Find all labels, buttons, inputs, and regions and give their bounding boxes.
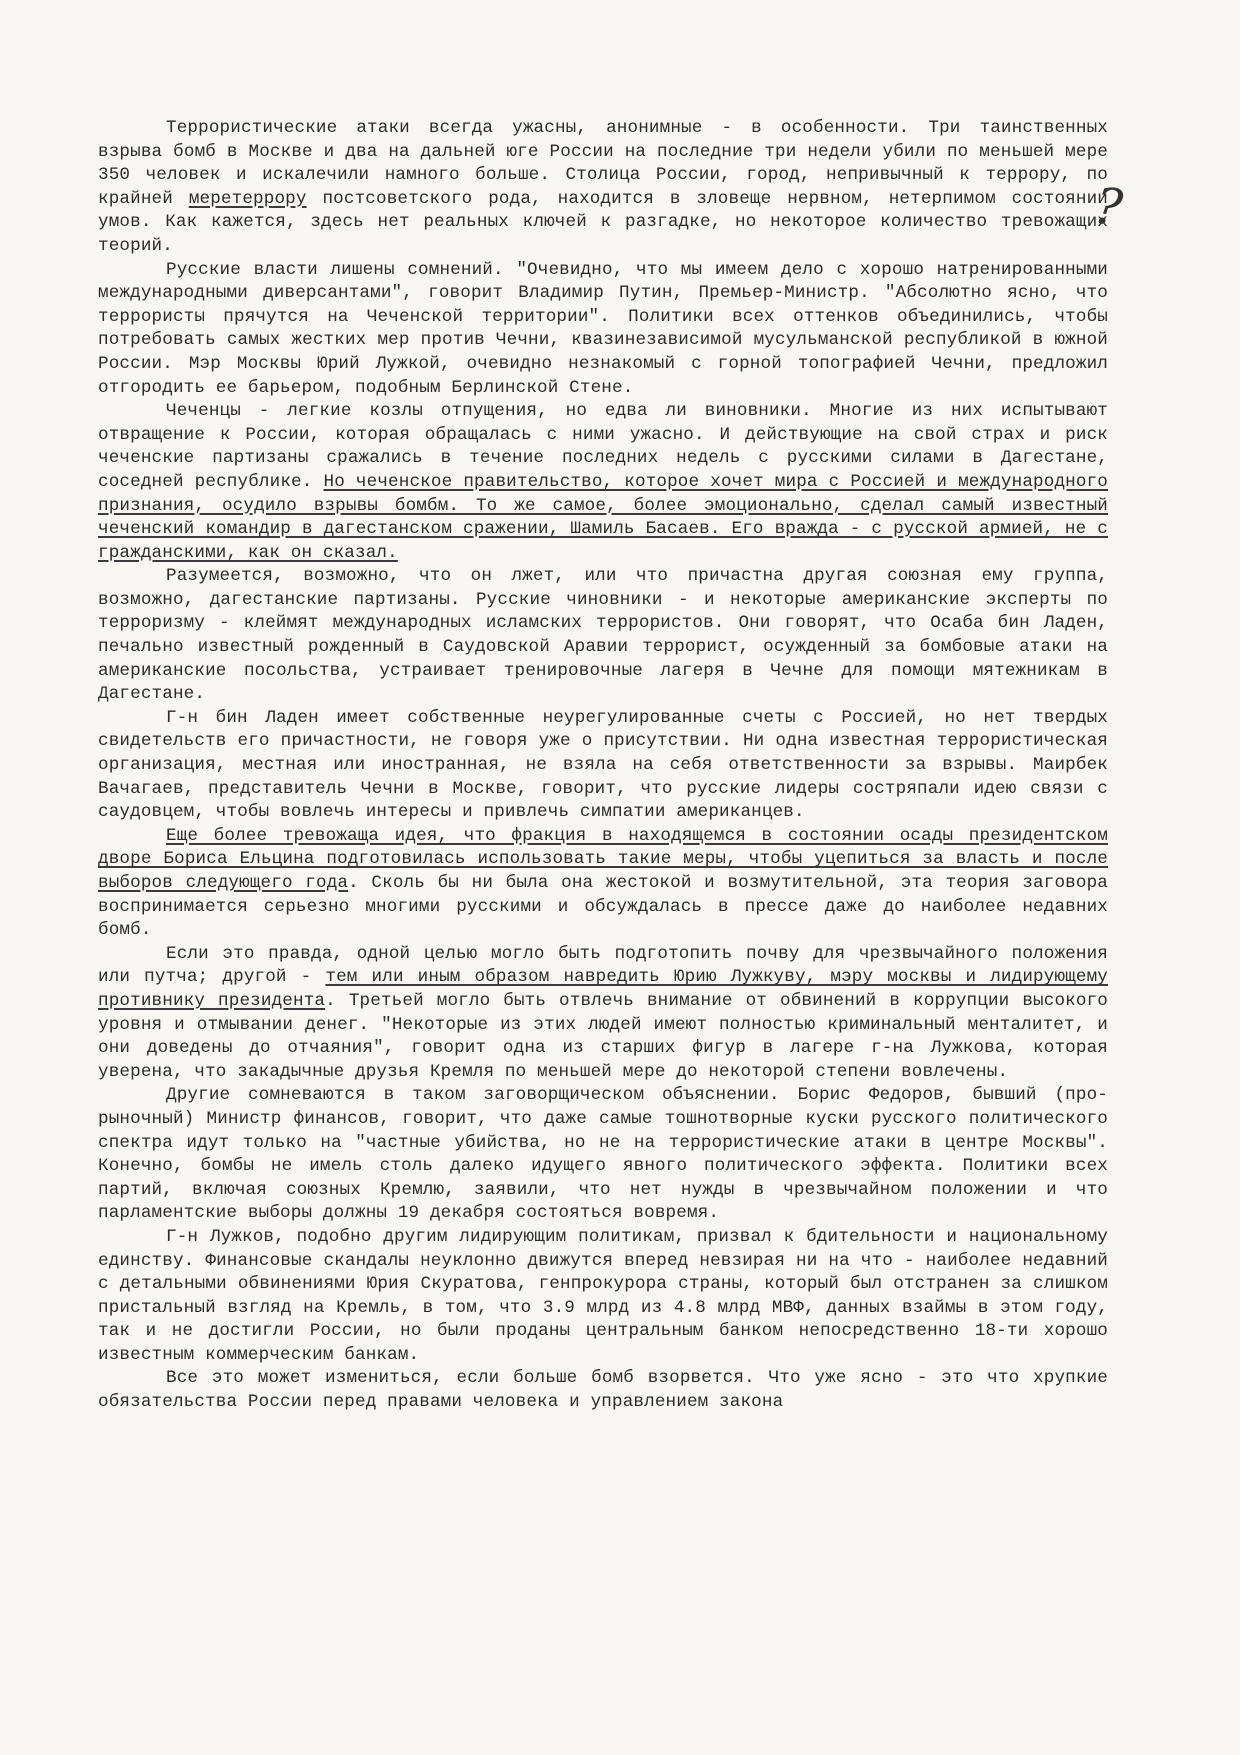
text-run: . Сколь бы ни была она жестокой и возмутительной, эта теория заговора воспринимается серьезно многими русскими и обсуждалась в прессе даже до наиболее недавних бомб. — [98, 873, 1108, 941]
paragraph — [98, 943, 1108, 1085]
paragraph — [98, 707, 1108, 825]
text-run: Чеченцы - легкие козлы отпущения, но едва ли виновники. Многие из них испытывают отвращение к России, которая обращалась с ними ужасно. И действующие на свой страх и риск чеченские партизаны сражались в течение последних недель с русскими силами в Дагестане, соседней республике. — [98, 401, 1108, 492]
text-run: Если это правда, одной целью могло быть подготопить почву для чрезвычайного положения или путча; другой - — [98, 943, 1108, 988]
text-run: . Третьей могло быть отвлечь внимание от обвинений в коррупции высокого уровня и отмывании денег. "Некоторые из этих людей имеют полностью криминальный менталитет, и они доведены до отчаяния", говорит одна из старших фигур в лагере г-на Лужкова, которая уверена, что закадычные друзья Кремля по меньшей мере до некоторой степени вовлечены. — [98, 990, 1109, 1082]
paragraph — [98, 1226, 1108, 1368]
underlined-text: Еще более тревожаща идея, что фракция в находящемся в состоянии осады президентском дворе Бориса Ельцина подготовилась использовать такие меры, чтобы уцепиться за власть и после выборов следующего года — [98, 825, 1108, 893]
paragraph — [98, 259, 1108, 401]
paragraph — [98, 1367, 1108, 1414]
paragraph — [98, 825, 1108, 943]
underlined-text: Но чеченское правительство, которое хочет мира с Россией и международного признания, осудило взрывы бомбм. То же самое, более эмоционально, сделал самый известный чеченский командир в дагестанском сражении, Шамиль Басаев. Его вражда - с русской армией, не с гражданскими, как он сказал. — [98, 471, 1108, 563]
text-run: Террористические атаки всегда ужасны, анонимные - в особенности. Три таинственных взрыва бомб в Москве и два на дальней юге России на последние три недели убили по меньшей мере 350 человек и искалечили намного больше. Столица России, город, непривычный к террору, по крайней — [98, 118, 1108, 209]
paragraph — [98, 565, 1108, 707]
paragraph — [98, 400, 1108, 565]
paragraph — [98, 1084, 1108, 1226]
text-run: Г-н Лужков, подобно другим лидирующим политикам, призвал к бдительности и национальному единству. Финансовые скандалы неуклонно движутся вперед невзирая ни на что - наиболее недавний с детальными обвинениями Юрия Скуратова, генпрокурора страны, который был отстранен за слишком пристальный взгляд на Кремль, в том, что 3.9 млрд из 4.8 млрд МВФ, данных взаймы в этом году, так и не достигли России, но были проданы центральным банком непосредственно 18-ти хорошо известным коммерческим банкам. — [98, 1226, 1108, 1365]
paragraph — [98, 117, 1108, 259]
article-body — [98, 117, 1108, 1415]
text-run: Другие сомневаются в таком заговорщическом объяснении. Борис Федоров, бывший (про-рыночный) Министр финансов, говорит, что даже самые тошнотворные куски русского политического спектра идут только на "частные убийства, но не на террористические атаки в центре Москвы". Конечно, бомбы не имель столь далеко идущего явного политического эффекта. Политики всех партий, включая союзных Кремлю, заявили, что нет нужды в чрезвычайном положении и что парламентские выборы должны 19 декабря состояться вовремя. — [98, 1085, 1108, 1224]
text-run: Г-н бин Ладен имеет собственные неурегулированные счеты с Россией, но нет твердых свидетельств его причастности, не говоря уже о присутствии. Ни одна известная террористическая организация, местная или иностранная, не взяла на себя ответственности за взрывы. Маирбек Вачагаев, представитель Чечни в Москве, говорит, что русские лидеры состряпали идею связи с саудовцем, чтобы вовлечь интересы и привлечь симпатии американцев. — [98, 707, 1108, 823]
text-run: Русские власти лишены сомнений. "Очевидно, что мы имеем дело с хорошо натренированными международными диверсантами", говорит Владимир Путин, Премьер-Министр. "Абсолютно ясно, что террористы прячутся на Чеченской территории". Политики всех оттенков объединились, чтобы потребовать самых жестких мер против Чечни, квазинезависимой мусульманской республикой в южной России. Мэр Москвы Юрий Лужкой, очевидно незнакомый с горной топографией Чечни, предложил отгородить ее барьером, подобным Берлинской Стене. — [98, 259, 1108, 398]
underlined-text: меретеррору — [188, 188, 307, 209]
margin-question-mark: ? — [1091, 176, 1126, 238]
text-run: Все это может измениться, если больше бомб взорвется. Что уже ясно - это что хрупкие обязательства России перед правами человека и управлением закона — [98, 1368, 1108, 1413]
underlined-text: тем или иным образом навредить Юрию Лужкуву, мэру москвы и лидирующему противнику президента — [98, 967, 1108, 1011]
text-run: Разумеется, возможно, что он лжет, или что причастна другая союзная ему группа, возможно, дагестанские партизаны. Русские чиновники - и некоторые американские эксперты по терроризму - клеймят международных исламских террористов. Они говорят, что Осаба бин Ладен, печально известный рожденный в Саудовской Аравии террорист, осужденный за бомбовые атаки на американские посольства, устраивает тренировочные лагеря в Чечне для помощи мятежникам в Дагестане. — [98, 566, 1108, 705]
text-run: постсоветского рода, находится в зловеще нервном, нетерпимом состоянии умов. Как кажется, здесь нет реальных ключей к разгадке, но некоторое количество тревожащих теорий. — [98, 188, 1108, 256]
